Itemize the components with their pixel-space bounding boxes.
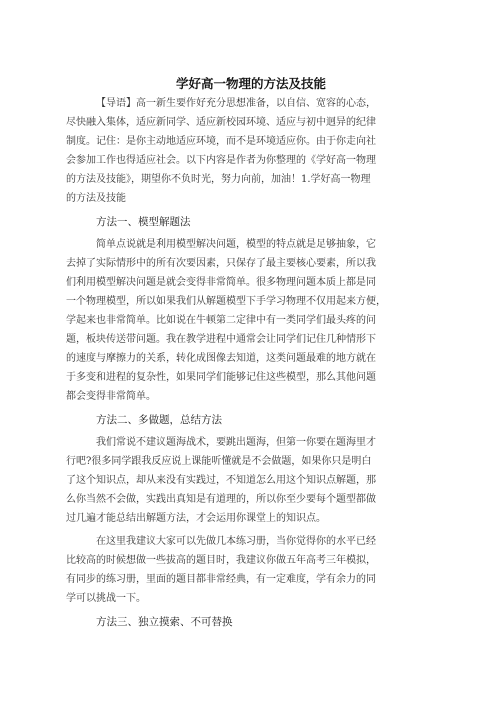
body-line: 我们常说不建议题海战术，要跳出题海，但第一你要在题海里才 <box>96 437 376 448</box>
body-line: 的速度与摩擦力的关系，转化成图像去知道，这类问题最难的地方就在 <box>66 353 376 364</box>
body-line: 有同步的练习册，里面的题目都非常经典，有一定难度，学有余力的同 <box>66 574 376 585</box>
body-line: 过几遍才能总结出解题方法，才会运用你课堂上的知识点。 <box>66 513 326 524</box>
body-line: 比较高的时候想做一些拔高的题目时，我建议你做五年高考三年模拟， <box>66 555 376 566</box>
section-heading: 方法三、独立摸索、不可替换 <box>96 616 233 628</box>
body-line: 一个物理模型，所以如果我们从解题模型下手学习物理不仅用起来方便， <box>66 296 386 307</box>
body-line: 简单点说就是利用模型解决问题，模型的特点就是足够抽象，它 <box>96 239 376 250</box>
body-line: 学起来也非常简单。比如说在牛顿第二定律中有一类同学们最头疼的问 <box>66 315 376 326</box>
body-line: 都会变得非常简单。 <box>66 391 156 402</box>
body-line: 去掉了实际情形中的所有次要因素，只保存了最主要核心要素，所以我 <box>66 258 376 269</box>
body-line: 么你当然不会做，实践出真知是有道理的，所以你至少要每个题型都做 <box>66 494 376 505</box>
body-line: 们利用模型解决问题是就会变得非常简单。很多物理问题本质上都是同 <box>66 277 376 288</box>
section-heading: 方法二、多做题，总结方法 <box>96 414 222 426</box>
body-line: 题，板块传送带问题。我在教学进程中通常会让同学们记住几种情形下 <box>66 334 376 345</box>
body-line: 学可以挑战一下。 <box>66 593 146 604</box>
intro-line: 【导语】高一新生要作好充分思想准备，以自信、宽容的心态， <box>96 98 376 109</box>
section-heading: 方法一、模型解题法 <box>96 216 191 228</box>
body-line: 在这里我建议大家可以先做几本练习册，当你觉得你的水平已经 <box>96 536 376 547</box>
page-title: 学好高一物理的方法及技能 <box>175 76 326 91</box>
body-line: 行吧?很多同学跟我反应说上课能听懂就是不会做题，如果你只是明白 <box>66 456 372 467</box>
intro-line: 会参加工作也得适应社会。以下内容是作者为你整理的《学好高一物理 <box>66 155 376 166</box>
intro-line: 的方法及技能 <box>66 193 126 204</box>
body-line: 了这个知识点，却从来没有实践过，不知道怎么用这个知识点解题，那 <box>66 475 376 486</box>
body-line: 于多变和进程的复杂性，如果同学们能够记住这些模型，那么其他问题 <box>66 372 376 383</box>
intro-line: 尽快融入集体，适应新同学、适应新校园环境、适应与初中迥异的纪律 <box>66 117 376 128</box>
intro-line: 的方法及技能》，期望你不负时光，努力向前，加油！1.学好高一物理 <box>66 174 371 185</box>
intro-line: 制度。记住：是你主动地适应环境，而不是环境适应你。由于你走向社 <box>66 136 376 147</box>
